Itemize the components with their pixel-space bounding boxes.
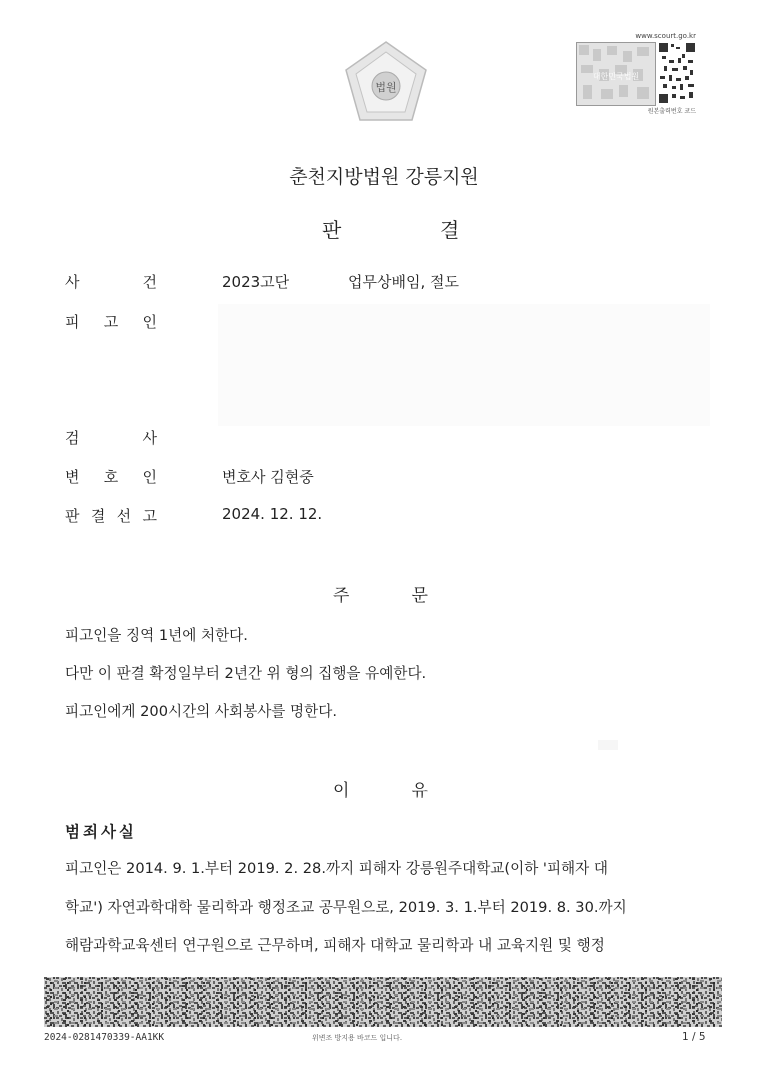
- verification-qr-block: [576, 34, 696, 114]
- court-name: 춘천지방법원 강릉지원: [289, 166, 479, 188]
- verification-url: www.scourt.go.kr: [635, 32, 696, 40]
- order-line: 피고인에게 200시간의 사회봉사를 명한다.: [65, 703, 337, 720]
- document-code: 2024-0281470339-AA1KK: [44, 1032, 165, 1043]
- case-label: 사 건: [65, 273, 157, 291]
- case-name: 업무상배임, 절도: [348, 273, 459, 291]
- counsel-label: 변 호 인: [65, 468, 157, 486]
- sentencing-date: 2024. 12. 12.: [222, 505, 323, 523]
- body-line: 피고인은 2014. 9. 1.부터 2019. 2. 28.까지 피해자 강릉원주대학교(이하 '피해자 대: [65, 860, 608, 877]
- redacted-defendant-info: [218, 304, 710, 426]
- footer-seal: 대한민국법원: [683, 1056, 730, 1065]
- court-stamp: [576, 42, 656, 106]
- qr-caption: 원본출력번호 코드: [647, 108, 696, 115]
- order-line: 피고인을 징역 1년에 처한다.: [65, 627, 248, 644]
- scan-artifact: [598, 740, 618, 750]
- anti-forgery-barcode-icon: [44, 977, 722, 1027]
- order-heading: 주 문: [333, 586, 428, 606]
- prosecutor-label: 검 사: [65, 429, 157, 447]
- stamp-text: 대한민국법원: [592, 72, 640, 81]
- page-number: 1 / 5: [682, 1031, 706, 1043]
- case-number: 2023고단: [222, 273, 290, 291]
- facts-heading: 범죄사실: [65, 823, 137, 841]
- document-title-left: 판: [322, 218, 342, 242]
- document-title-right: 결: [440, 218, 460, 242]
- body-line: 해람과학교육센터 연구원으로 근무하며, 피해자 대학교 물리학과 내 교육지원 및 행정: [65, 937, 605, 954]
- counsel-name: 변호사 김현중: [222, 468, 314, 486]
- reason-heading: 이 유: [333, 781, 428, 801]
- defendant-label: 피 고 인: [65, 313, 157, 331]
- court-emblem-icon: [340, 38, 432, 130]
- body-line: 학교') 자연과학대학 물리학과 행정조교 공무원으로, 2019. 3. 1.부터 2019. 8. 30.까지: [65, 899, 627, 916]
- sentencing-label: 판 결 선 고: [65, 507, 157, 525]
- forgery-notice: 위변조 방지용 바코드 입니다.: [312, 1034, 403, 1042]
- document-title: [322, 214, 459, 243]
- order-line: 다만 이 판결 확정일부터 2년간 위 형의 집행을 유예한다.: [65, 665, 427, 682]
- emblem-label: 법원: [375, 81, 397, 94]
- stamp-pattern-icon: [577, 43, 655, 105]
- qr-code-icon: [658, 42, 696, 104]
